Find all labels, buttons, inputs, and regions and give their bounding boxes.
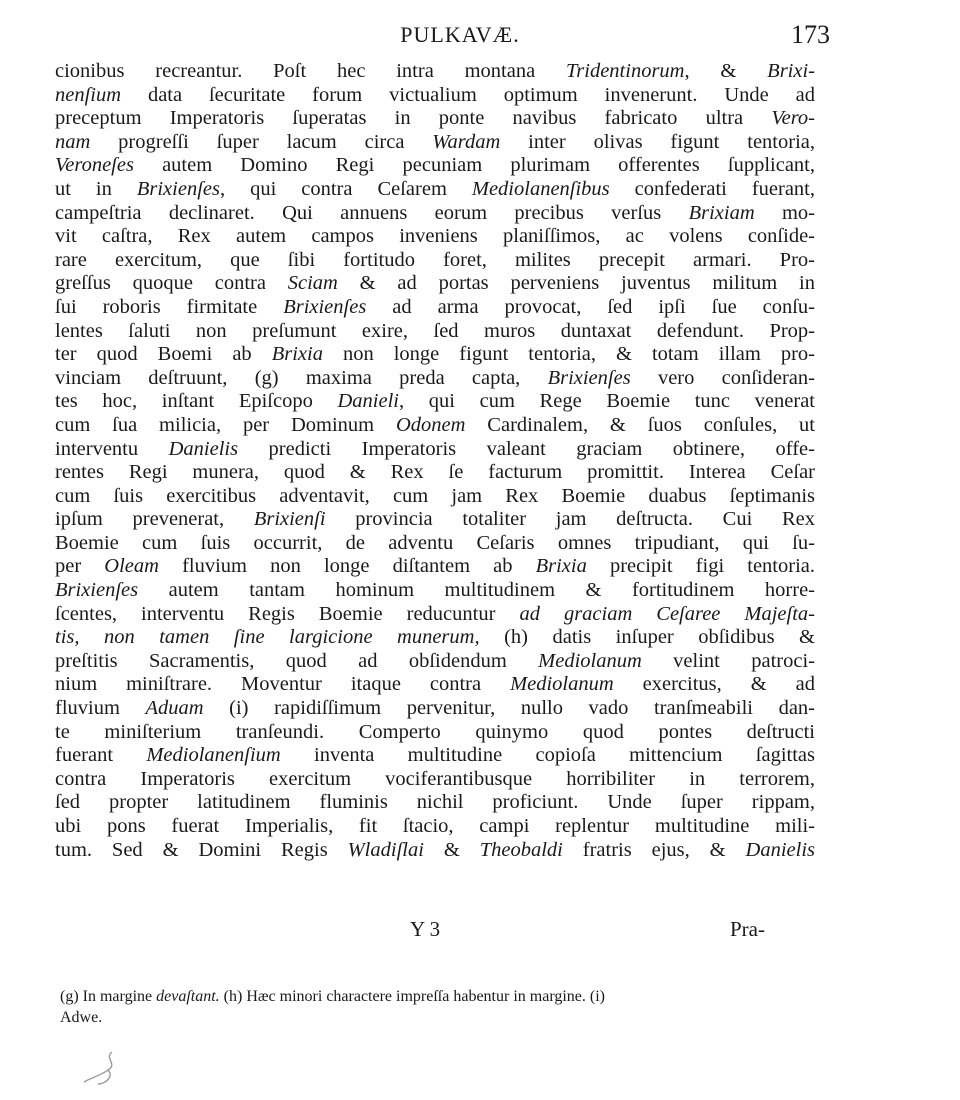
text-run: vit caſtra, Rex autem campos inveniens planiſſimos, ac volens conſide- (55, 225, 815, 248)
italic-text-run: Brixienſi (253, 508, 326, 531)
text-line (55, 626, 815, 650)
text-run: fluvium (55, 697, 146, 720)
text-line (55, 485, 815, 509)
text-run: autem tantam hominum multitudinem & fortitudinem horre- (138, 579, 815, 602)
italic-text-run: Danielis (745, 838, 815, 861)
text-run: ipſum prevenerat, (55, 508, 254, 531)
text-line (55, 768, 815, 792)
italic-text-run: Vero- (771, 107, 815, 130)
italic-text-run: Danielis (168, 437, 239, 460)
text-run: te miniſterium tranſeundi. Comperto quinymo quod pontes deſtructi (55, 720, 815, 743)
signature-mark: Y 3 (410, 917, 441, 941)
text-line (55, 249, 815, 273)
text-line (55, 438, 815, 462)
text-run: ſui roboris firmitate (55, 295, 284, 318)
text-run: provincia totaliter jam deſtructa. Cui Rex (325, 508, 815, 531)
text-run: ter quod Boemi ab (55, 343, 272, 366)
text-line (55, 673, 815, 697)
text-run: fluvium non longe diſtantem ab (158, 555, 536, 578)
text-run: inter olivas figunt tentoria, (500, 130, 815, 153)
text-line (55, 815, 815, 839)
running-title: PULKAVÆ. (400, 22, 520, 47)
italic-text-run: Wardam (432, 130, 501, 153)
text-run: fuerant (55, 744, 147, 767)
footnote-line (60, 1007, 820, 1028)
page-number: 173 (791, 20, 830, 49)
text-run: precipit figi tentoria. (586, 555, 815, 578)
italic-text-run: Tridentinorum (566, 60, 685, 82)
text-line (55, 107, 815, 131)
text-run: & ad portas perveniens juventus militum in (337, 272, 815, 295)
text-run: Cardinalem, & ſuos conſules, ut (465, 413, 815, 436)
footnotes (60, 986, 820, 1028)
text-line (55, 343, 815, 367)
text-run: lentes ſaluti non preſumunt exire, ſed muros duntaxat defendunt. Prop- (55, 319, 815, 342)
italic-text-run: Wladiſlai (347, 838, 424, 861)
italic-text-run: Mediolanum (510, 673, 614, 696)
text-line (55, 154, 815, 178)
italic-text-run: devaſtant. (156, 988, 220, 1005)
italic-text-run: Brixienſes (283, 295, 367, 318)
italic-text-run: Theobaldi (479, 838, 563, 861)
text-run: campeſtria declinaret. Qui annuens eorum precibus verſus (55, 201, 689, 224)
text-run: interventu (55, 437, 169, 460)
text-line (55, 225, 815, 249)
text-run: inventa multitudine copioſa mittencium ſagittas (280, 744, 815, 767)
italic-text-run: tis, non tamen ſine largicione munerum, (55, 626, 480, 649)
text-run: preceptum Imperatoris ſuperatas in ponte navibus fabricato ultra (55, 107, 772, 130)
italic-text-run: Odonem (395, 413, 466, 436)
text-run: (i) rapidiſſimum pervenitur, nullo vado tranſmeabili dan- (203, 697, 815, 720)
text-run: exercitus, & ad (613, 673, 815, 696)
text-run: vinciam deſtruunt, (g) maxima preda capta, (55, 366, 548, 389)
text-run: vero conſideran- (630, 366, 815, 389)
text-run: Adwe. (60, 1009, 103, 1026)
text-run: ad arma provocat, ſed ipſi ſue conſu- (366, 295, 815, 318)
text-run: cum ſua milicia, per Dominum (55, 413, 396, 436)
text-run: ſcentes, interventu Regis Boemie reducuntur (55, 602, 520, 625)
text-run: ut in (55, 177, 137, 200)
text-line (55, 791, 815, 815)
text-line (55, 839, 815, 863)
italic-text-run: Danieli (337, 390, 399, 413)
italic-text-run: nam (55, 130, 91, 153)
italic-text-run: Mediolanenſium (146, 744, 281, 767)
text-run: (h) datis inſuper obſidibus & (479, 626, 815, 649)
italic-text-run: Brixia (271, 343, 323, 366)
text-line (55, 202, 815, 226)
italic-text-run: nenſium (55, 83, 122, 106)
text-line (55, 272, 815, 296)
text-run: nium miniſtrare. Moventur itaque contra (55, 673, 511, 696)
text-run: tes hoc, inſtant Epiſcopo (55, 390, 338, 413)
text-line (55, 650, 815, 674)
text-run: ubi pons fuerat Imperialis, fit ſtacio, campi replentur multitudine mili- (55, 815, 815, 837)
text-run: mo- (754, 201, 815, 224)
italic-text-run: Mediolanenſibus (471, 177, 610, 200)
text-run: , qui cum Rege Boemie tunc venerat (398, 390, 815, 413)
text-run: velint patroci- (641, 649, 815, 672)
text-run: , qui contra Ceſarem (219, 177, 472, 200)
footnote-line (60, 986, 820, 1007)
main-text-block (55, 60, 815, 862)
text-run: rentes Regi munera, quod & Rex ſe facturum promittit. Interea Ceſar (55, 461, 815, 484)
text-line (55, 508, 815, 532)
text-line (55, 296, 815, 320)
text-line (55, 603, 815, 627)
text-run: fratris ejus, & (562, 838, 746, 861)
text-line (55, 414, 815, 438)
text-run: preſtitis Sacramentis, quod ad obſidendum (55, 649, 539, 672)
text-run: , & (684, 60, 768, 82)
text-line (55, 721, 815, 745)
text-run: greſſus quoque contra (55, 272, 288, 295)
text-line (55, 390, 815, 414)
catchword: Pra- (730, 917, 765, 941)
text-line (55, 367, 815, 391)
text-run: progreſſi ſuper lacum circa (90, 130, 433, 153)
text-line (55, 744, 815, 768)
page-foot-row (55, 917, 815, 943)
text-run: & (423, 838, 480, 861)
italic-text-run: Oleam (104, 555, 159, 578)
text-run: non longe figunt tentoria, & totam illam pro- (322, 343, 815, 366)
italic-text-run: Sciam (287, 272, 338, 295)
text-run: autem Domino Regi pecuniam plurimam offerentes ſupplicant, (133, 154, 815, 177)
text-run: (h) Hæc minori charactere impreſſa habentur in margine. (i) (219, 988, 605, 1005)
text-line (55, 579, 815, 603)
italic-text-run: Brixia (535, 555, 587, 578)
italic-text-run: Brixienſes (547, 366, 631, 389)
text-line (55, 532, 815, 556)
italic-text-run: Brixienſes (136, 177, 220, 200)
text-run: tum. Sed & Domini Regis (55, 838, 348, 861)
italic-text-run: Aduam (145, 697, 204, 720)
italic-text-run: Brixienſes (55, 579, 139, 602)
text-run: confederati fuerant, (609, 177, 815, 200)
text-run: ſed propter latitudinem fluminis nichil proficiunt. Unde ſuper rippam, (55, 791, 815, 814)
text-run: contra Imperatoris exercitum vociferantibusque horribiliter in terrorem, (55, 767, 815, 790)
italic-text-run: Mediolanum (538, 649, 642, 672)
text-line (55, 178, 815, 202)
text-run: Boemie cum ſuis occurrit, de adventu Ceſaris omnes tripudiant, qui ſu- (55, 531, 815, 554)
text-run: predicti Imperatoris valeant graciam obtinere, offe- (238, 437, 815, 460)
text-line (55, 131, 815, 155)
text-run: rare exercitum, que ſibi fortitudo foret, milites precepit armari. Pro- (55, 248, 815, 271)
text-line (55, 320, 815, 344)
text-line (55, 461, 815, 485)
text-run: cionibus recreantur. Poſt hec intra montana (55, 60, 567, 82)
italic-text-run: Brixi- (767, 60, 815, 82)
text-line (55, 84, 815, 108)
italic-text-run: Brixiam (688, 201, 755, 224)
text-line (55, 60, 815, 84)
text-line (55, 555, 815, 579)
text-run: per (55, 555, 105, 578)
ink-flourish-mark (78, 1048, 138, 1088)
italic-text-run: ad graciam Ceſaree Majeſta- (519, 602, 815, 625)
text-run: (g) In margine (60, 988, 157, 1005)
italic-text-run: Veroneſes (55, 154, 134, 177)
text-run: cum ſuis exercitibus adventavit, cum jam Rex Boemie duabus ſeptimanis (55, 484, 815, 507)
text-line (55, 697, 815, 721)
text-run: data ſecuritate forum victualium optimum invenerunt. Unde ad (121, 83, 815, 106)
